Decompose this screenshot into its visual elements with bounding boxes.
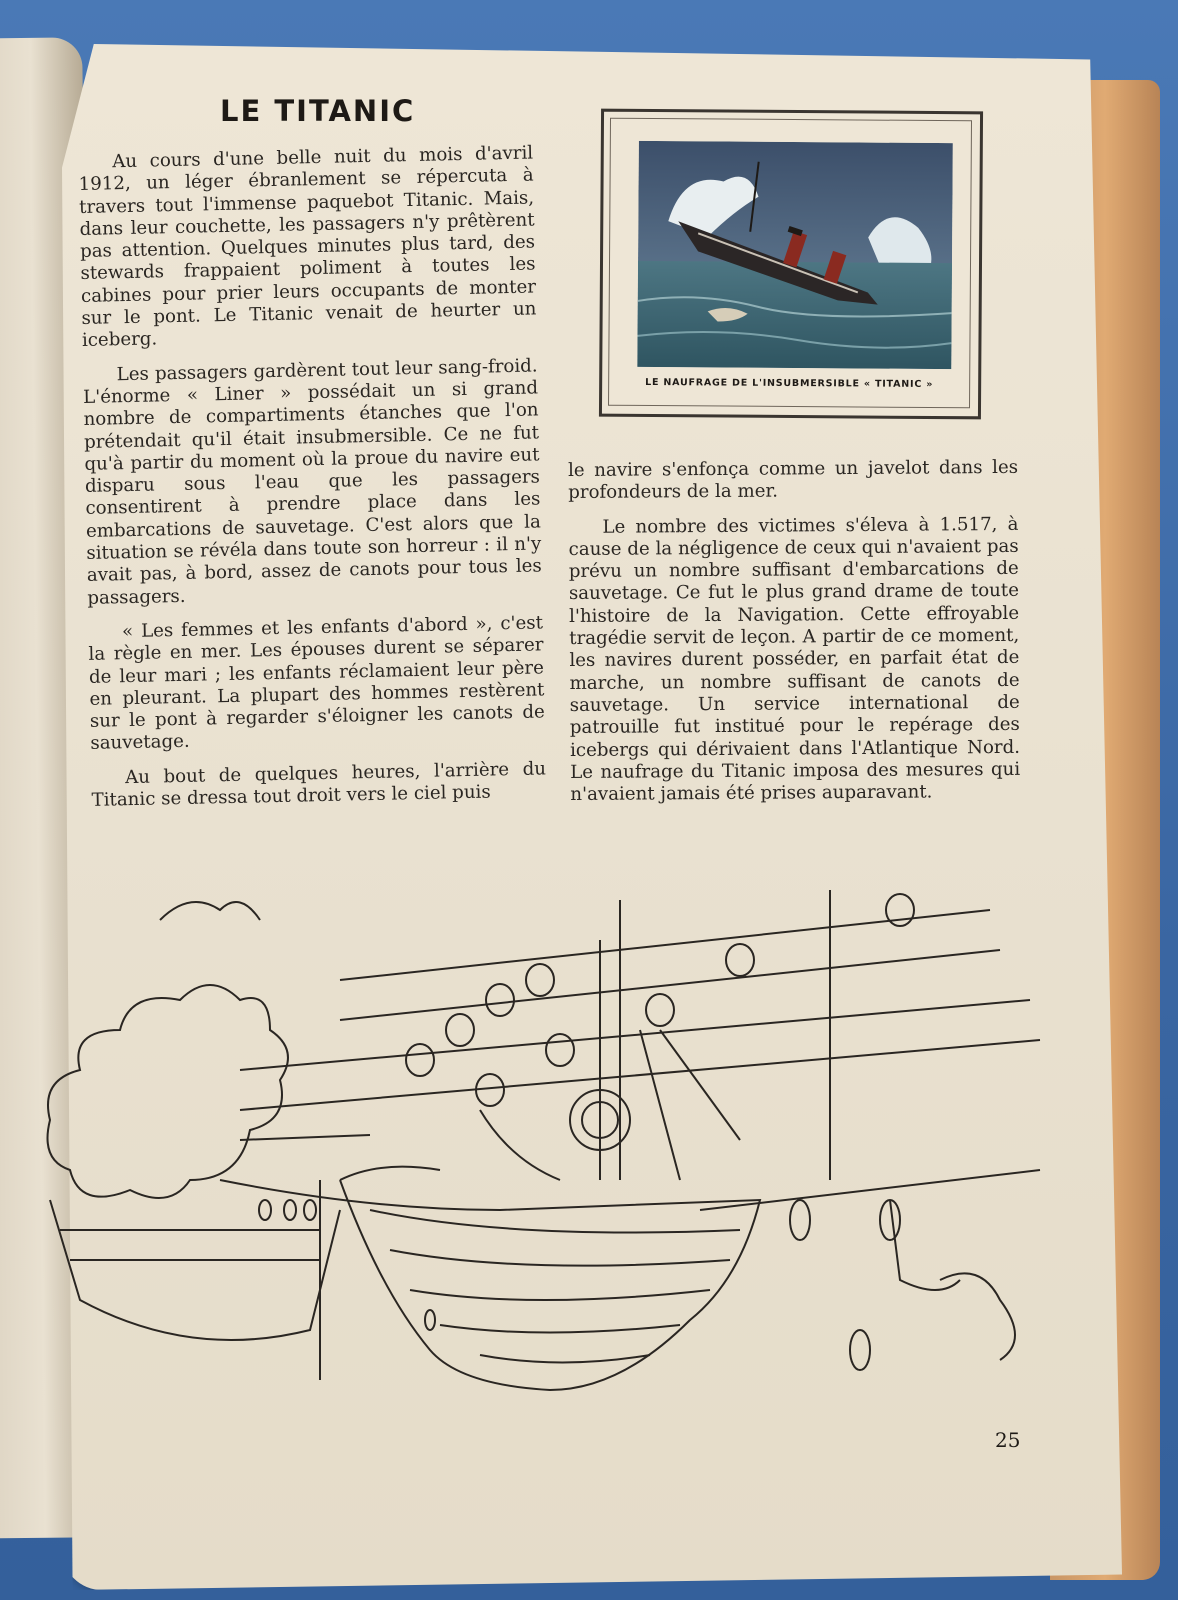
paragraph: Le nombre des victimes s'éleva à 1.517, à cause de la négligence de ceux qui n'avaient pas prévu un nombre suffisant d'embarcations de sauvetage. Ce fut le plus grand drame de toute l'histoire de la Navigation. Cette effroyable tragédie servit de leçon. A partir de ce moment, les navires durent posséder, en parfait état de marche, un nombre suffisant de canots de sauvetage. Un service international de patrouille fut institué pour le repérage des icebergs qui dérivaient dans l'Atlantique Nord. Le naufrage du Titanic imposa des mesures qui n'avaient jamais été prises auparavant. (568, 513, 1021, 806)
right-text-column (568, 457, 1020, 819)
lifeboat-illustration (40, 880, 1070, 1420)
page-number: 25 (995, 1428, 1021, 1452)
paragraph: Au cours d'une belle nuit du mois d'avril 1912, un léger ébranlement se répercuta à travers tout l'immense paquebot Titanic. Mais, dans leur couchette, les passagers n'y prêtèrent pas attention. Quelques minutes plus tard, des stewards frappaient poliment à toutes les cabines pour prier leurs occupants de monter sur le pont. Le Titanic venait de heurter un iceberg. (78, 142, 537, 352)
paragraph: « Les femmes et les enfants d'abord », c'est la règle en mer. Les épouses durent se séparer de leur mari ; les enfants réclamaient leur père en pleurant. La plupart des hommes restèrent sur le pont à regarder s'éloigner les canots de sauvetage. (88, 612, 546, 755)
page-title: LE TITANIC (220, 94, 416, 128)
plate-frame (608, 118, 972, 409)
plate-caption: LE NAUFRAGE DE L'INSUBMERSIBLE « TITANIC » (645, 376, 934, 390)
paragraph: le navire s'enfonça comme un javelot dans les profondeurs de la mer. (568, 456, 1019, 504)
titanic-sinking-picture (637, 141, 953, 369)
picture-plate (599, 109, 983, 420)
paragraph: Les passagers gardèrent tout leur sang-froid. L'énorme « Liner » possédait un si grand nombre de compartiments étanches que l'on prétendait qu'il était insubmersible. Ce ne fut qu'à partir du moment où la proue du navire eut disparu sous l'eau que les passagers consentirent à prendre place dans les embarcations de sauvetage. C'est alors que la situation se révéla dans toute son horreur : il n'y avait pas, à bord, assez de canots pour tous les passagers. (82, 355, 542, 609)
left-text-column (78, 142, 547, 824)
paragraph: Au bout de quelques heures, l'arrière du Titanic se dressa tout droit vers le ciel puis (91, 758, 547, 811)
